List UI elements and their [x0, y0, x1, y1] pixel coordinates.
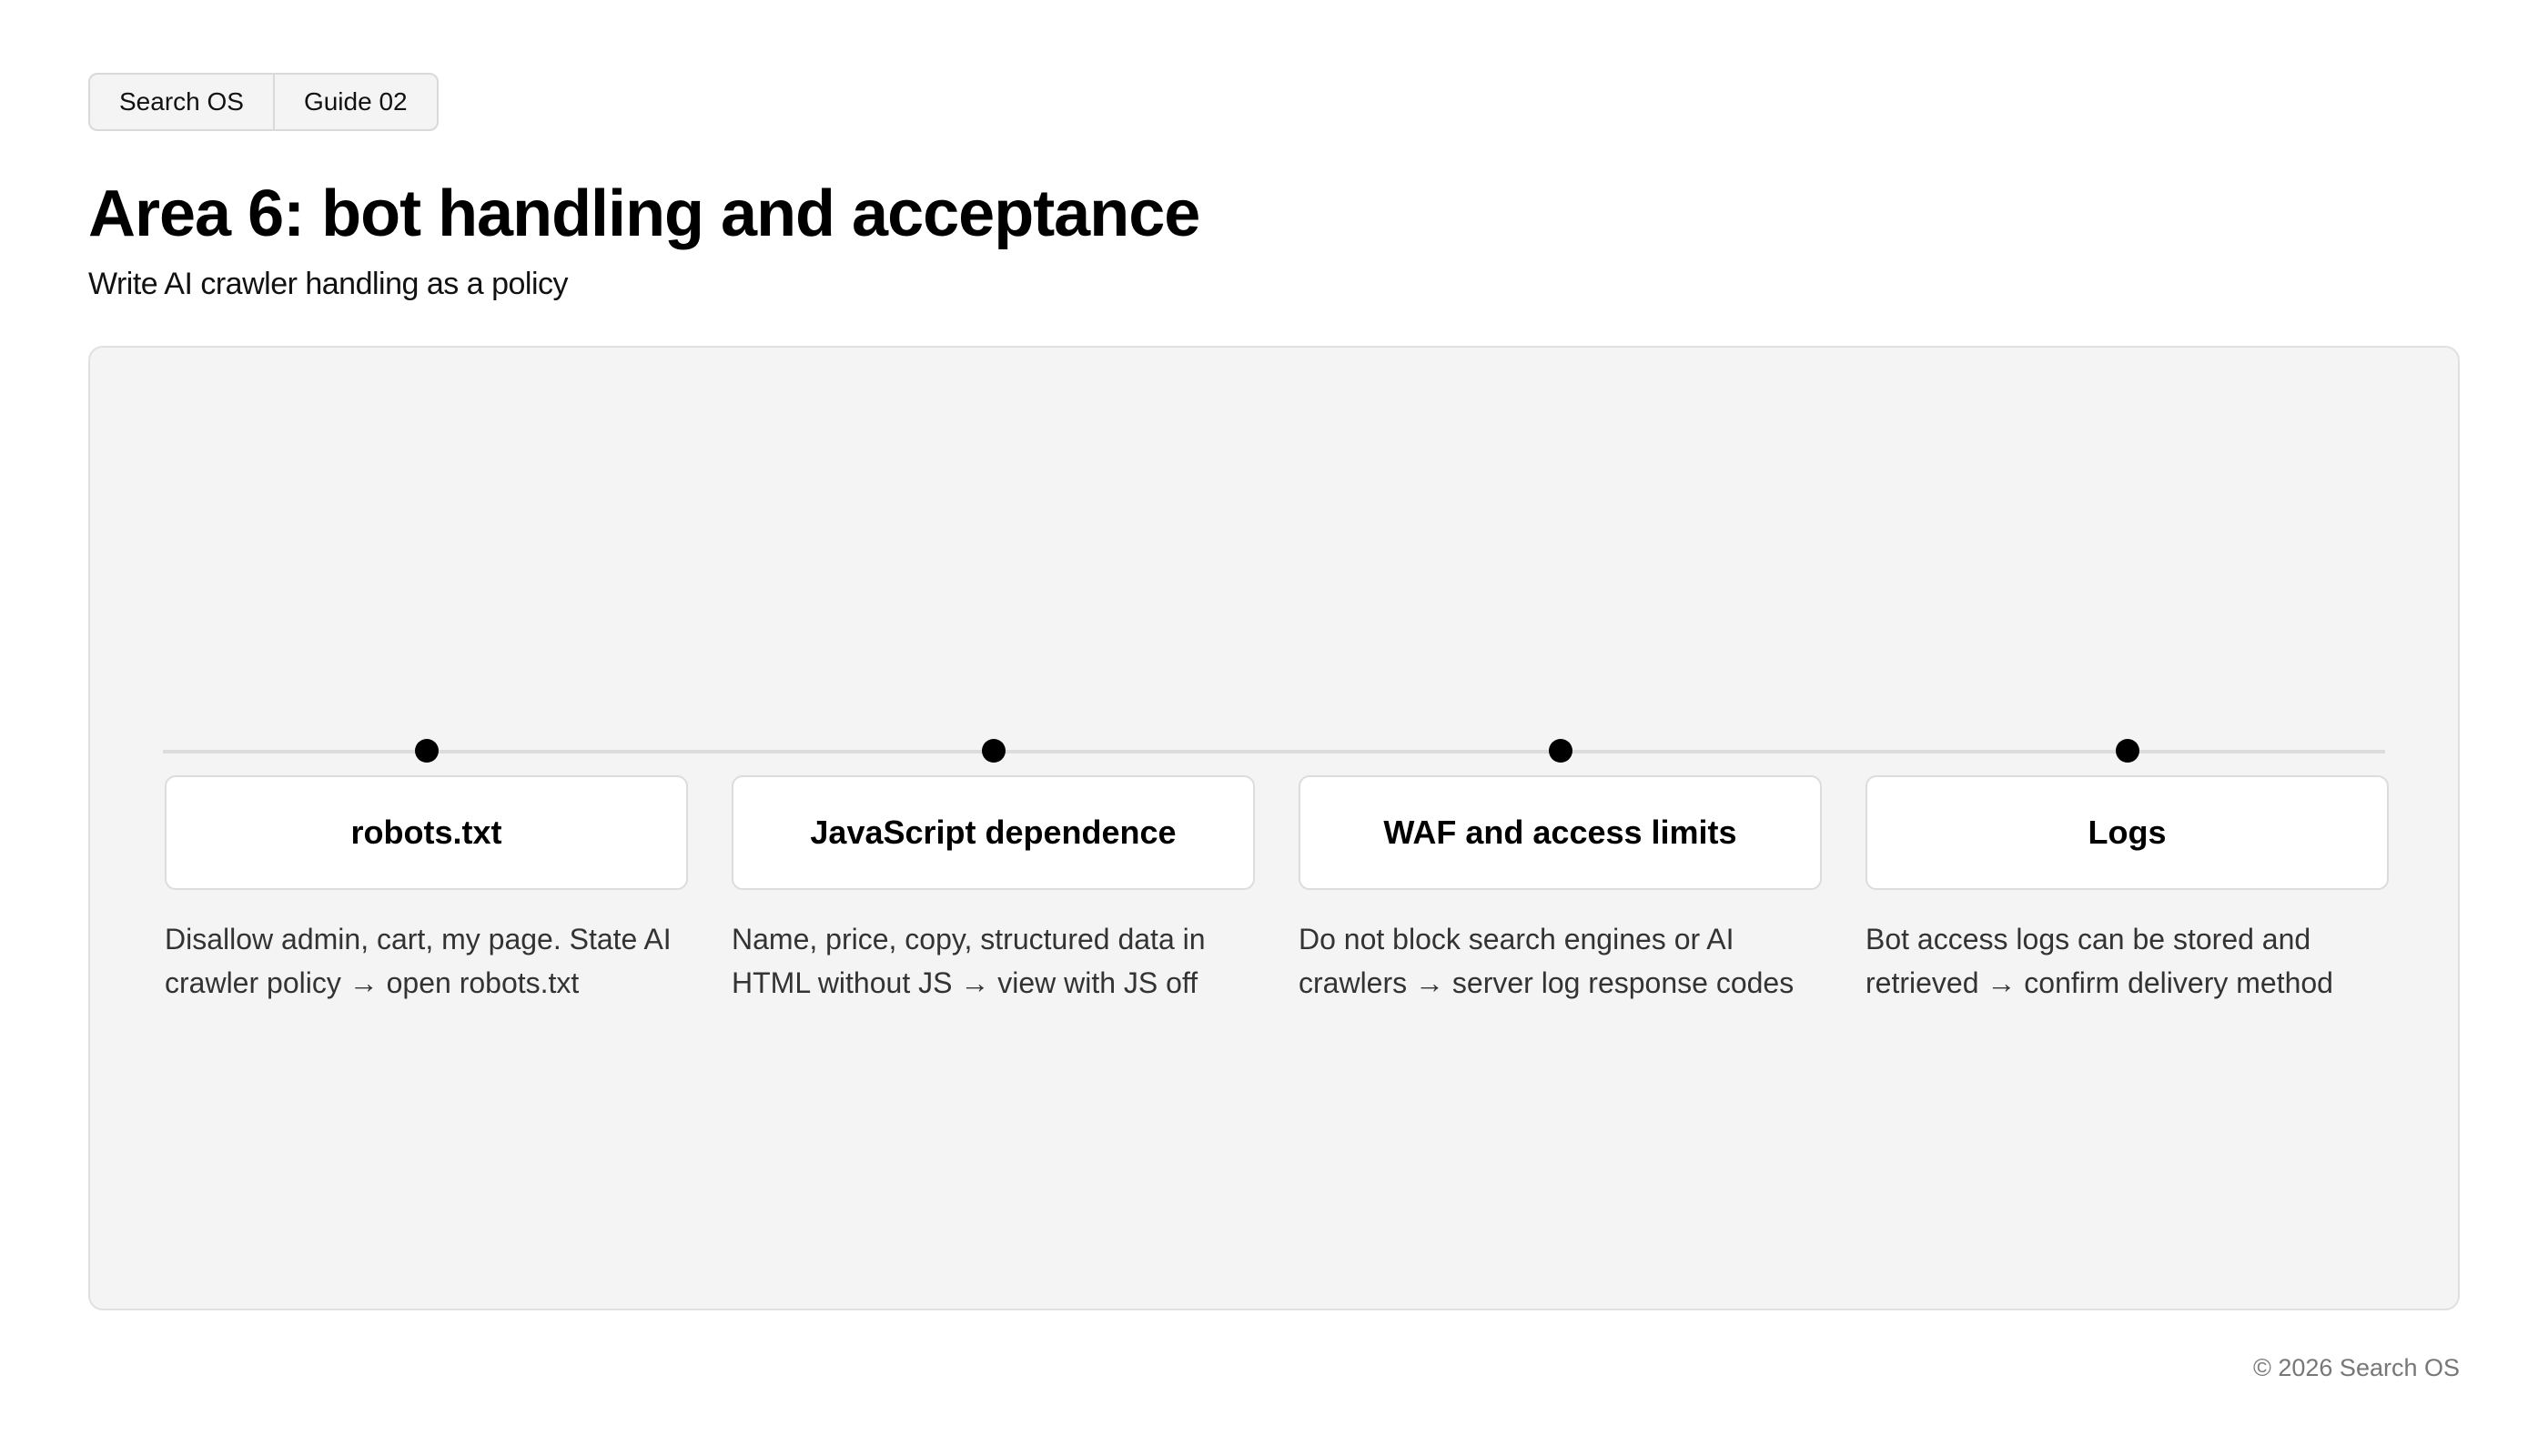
page-subtitle: Write AI crawler handling as a policy [88, 267, 569, 301]
breadcrumb-item-search-os[interactable]: Search OS [119, 87, 244, 116]
stage-card: Logs [1866, 775, 2389, 890]
timeline-panel [88, 346, 2460, 1310]
breadcrumb [88, 73, 439, 131]
timeline-dot [982, 739, 1006, 763]
stage-card: JavaScript dependence [732, 775, 1255, 890]
timeline-dot [415, 739, 439, 763]
stage-description: Bot access logs can be stored and retrieved → confirm delivery method [1866, 923, 2333, 999]
stage-card: WAF and access limits [1299, 775, 1822, 890]
timeline-dot [2116, 739, 2139, 763]
footer-copyright: © 2026 Search OS [2252, 1354, 2460, 1381]
breadcrumb-item-guide[interactable]: Guide 02 [273, 75, 437, 129]
stage-card: robots.txt [165, 775, 688, 890]
page-title: Area 6: bot handling and acceptance [88, 177, 1200, 250]
stage-description: Name, price, copy, structured data in HTML without JS → view with JS off [732, 923, 1206, 999]
stage-description: Disallow admin, cart, my page. State AI crawler policy → open robots.txt [165, 923, 672, 999]
stage-description: Do not block search engines or AI crawlers → server log response codes [1299, 923, 1795, 999]
timeline-line [163, 750, 2385, 753]
timeline-dot [1549, 739, 1572, 763]
